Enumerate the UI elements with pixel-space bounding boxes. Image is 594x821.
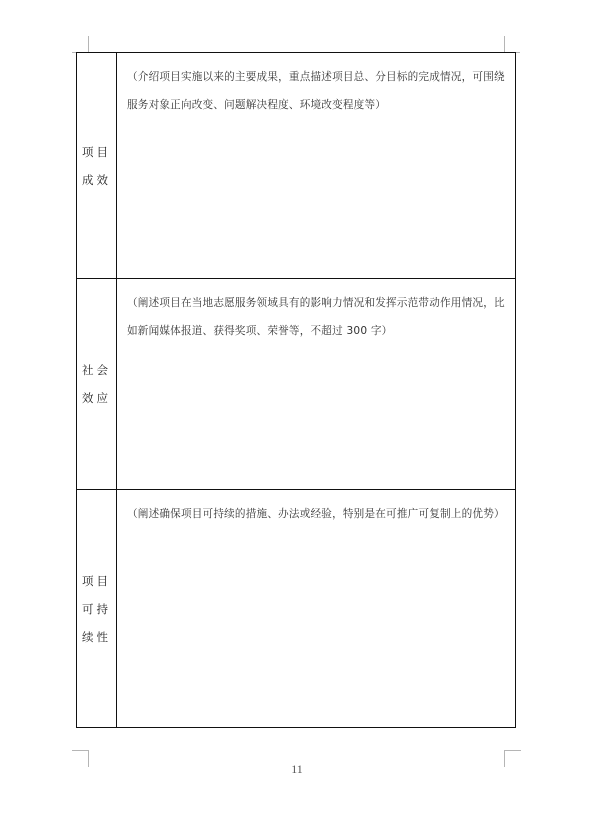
row-label-line: 效应 <box>82 391 111 405</box>
table-row-project-results <box>77 53 516 279</box>
project-evaluation-table <box>76 52 516 728</box>
row-label-line: 可持 <box>82 601 111 616</box>
crop-mark-top-left-vertical <box>88 36 89 52</box>
crop-mark-bottom-left-horizontal <box>72 750 89 751</box>
page-number: 11 <box>291 762 303 776</box>
hint-text: （阐述项目在当地志愿服务领域具有的影响力情况和发挥示范带动作用情况，比如新闻媒体报道、获得奖项、荣誉等，不超过 300 字） <box>127 297 505 337</box>
row-label-cell <box>77 490 117 728</box>
row-label-cell <box>77 53 117 279</box>
hint-text: （介绍项目实施以来的主要成果，重点描述项目总、分目标的完成情况，可围绕服务对象正向改变、问题解决程度、环境改变程度等） <box>127 71 505 111</box>
row-label-line: 成效 <box>82 172 111 187</box>
table-row-sustainability <box>77 490 516 728</box>
hint-text: （阐述确保项目可持续的措施、办法或经验，特别是在可推广可复制上的优势） <box>127 508 505 520</box>
row-label-line: 项目 <box>82 573 111 588</box>
crop-mark-bottom-right-horizontal <box>504 750 521 751</box>
row-label-line: 社会 <box>82 363 111 377</box>
content-cell-social-effect[interactable] <box>117 279 516 490</box>
row-label-line: 续性 <box>82 629 111 644</box>
crop-mark-top-right-vertical <box>504 36 505 52</box>
table-row-social-effect <box>77 279 516 490</box>
row-label-line: 项目 <box>82 144 111 159</box>
content-cell-project-results[interactable] <box>117 53 516 279</box>
row-label-cell <box>77 279 117 490</box>
content-cell-sustainability[interactable] <box>117 490 516 728</box>
